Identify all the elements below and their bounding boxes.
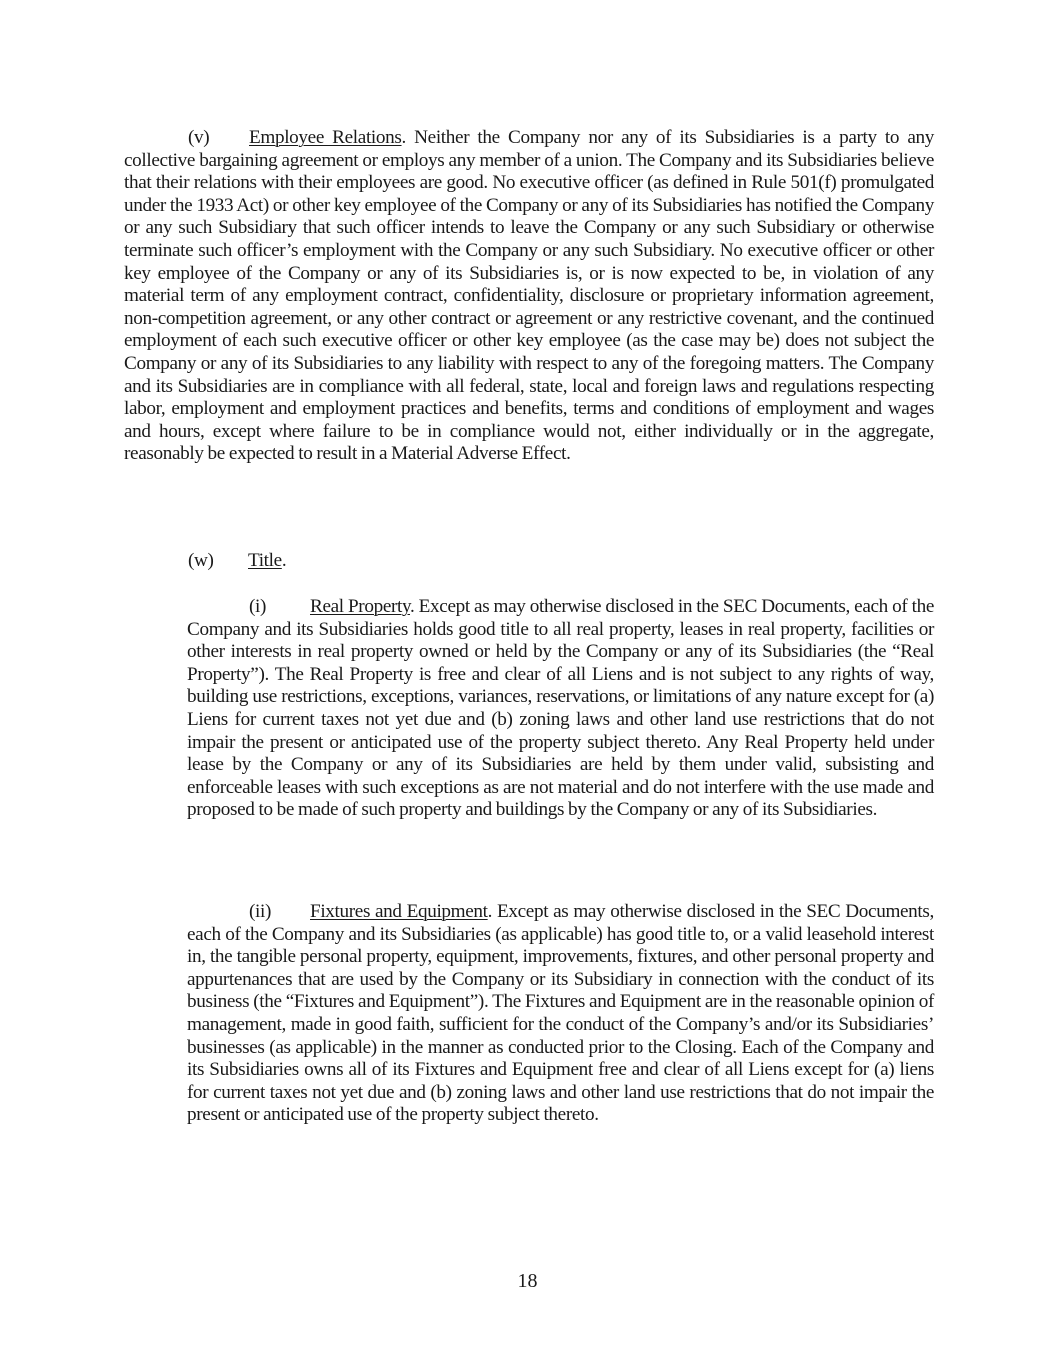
subsection-number: (ii) xyxy=(249,901,272,922)
heading-suffix: . xyxy=(487,901,493,922)
section-v-employee-relations xyxy=(124,127,934,466)
section-w-title xyxy=(188,550,588,573)
subsection-body: Except as may otherwise disclosed in the SEC Documents, each of the Company and its Subsidiaries holds good title to all real property, leases in real property, facilities or other interests in real property owned or held by the Company or any of its Subsidiaries (the “Real Property”). The Real Property is free and clear of all Liens and is not subject to any rights of way, building use restrictions, exceptions, variances, reservations, or limitations of any nature except for (a) Liens for current taxes not yet due and (b) zoning laws and other land use restrictions that do not impair the present or anticipated use of the property subject thereto. Any Real Property held under lease by the Company or any of its Subsidiaries are held by them under valid, subsisting and enforceable leases with such exceptions as are not material and do not interfere with the use made and proposed to be made of such property and buildings by the Company or any of its Subsidiaries. xyxy=(187,596,934,821)
subsection-heading: Real Property xyxy=(310,596,411,617)
subsection-ii-fixtures-and-equipment xyxy=(187,901,934,1127)
subsection-number: (i) xyxy=(249,596,267,617)
section-number: (v) xyxy=(188,127,210,148)
section-body: Neither the Company nor any of its Subsidiaries is a party to any collective bargaining agreement or employs any member of a union. The Company and its Subsidiaries believe that their relations with their employees are good. No executive officer (as defined in Rule 501(f) promulgated under the 1933 Act) or other key employee of the Company or any of its Subsidiaries has notified the Company or any such Subsidiary that such officer intends to leave the Company or any such Subsidiary or otherwise terminate such officer’s employment with the Company or any such Subsidiary. No executive officer or other key employee of the Company or any of its Subsidiaries is, or is now expected to be, in violation of any material term of any employment contract, confidentiality, disclosure or proprietary information agreement, non-competition agreement, or any other contract or agreement or any restrictive covenant, and the continued employment of each such executive officer or other key employee (as the case may be) does not subject the Company or any of its Subsidiaries to any liability with respect to any of the foregoing matters. The Company and its Subsidiaries are in compliance with all federal, state, local and foreign laws and regulations respecting labor, employment and employment practices and benefits, terms and conditions of employment and wages and hours, except where failure to be in compliance would not, either individually or in the aggregate, reasonably be expected to result in a Material Adverse Effect. xyxy=(124,127,934,465)
heading-suffix: . xyxy=(401,127,406,148)
page-number: 18 xyxy=(517,1270,538,1292)
section-heading: Employee Relations xyxy=(249,127,402,148)
section-heading: Title xyxy=(248,550,282,571)
heading-suffix: . xyxy=(410,596,415,617)
subsection-body: Except as may otherwise disclosed in the SEC Documents, each of the Company and its Subsidiaries (as applicable) has good title to, or a valid leasehold interest in, the tangible personal property, equipment, improvements, fixtures, and other personal property and appurtenances that are used by the Company or its Subsidiary in connection with the conduct of its business (the “Fixtures and Equipment”). The Fixtures and Equipment are in the reasonable opinion of management, made in good faith, sufficient for the conduct of the Company’s and/or its Subsidiaries’ businesses (as applicable) in the manner as conducted prior to the Closing. Each of the Company and its Subsidiaries owns all of its Fixtures and Equipment free and clear of all Liens except for (a) liens for current taxes not yet due and (b) zoning laws and other land use restrictions that do not impair the present or anticipated use of the property subject thereto. xyxy=(187,901,934,1126)
heading-suffix: . xyxy=(281,550,287,571)
section-number: (w) xyxy=(188,550,214,571)
subsection-i-real-property xyxy=(187,596,934,822)
subsection-heading: Fixtures and Equipment xyxy=(310,901,488,922)
